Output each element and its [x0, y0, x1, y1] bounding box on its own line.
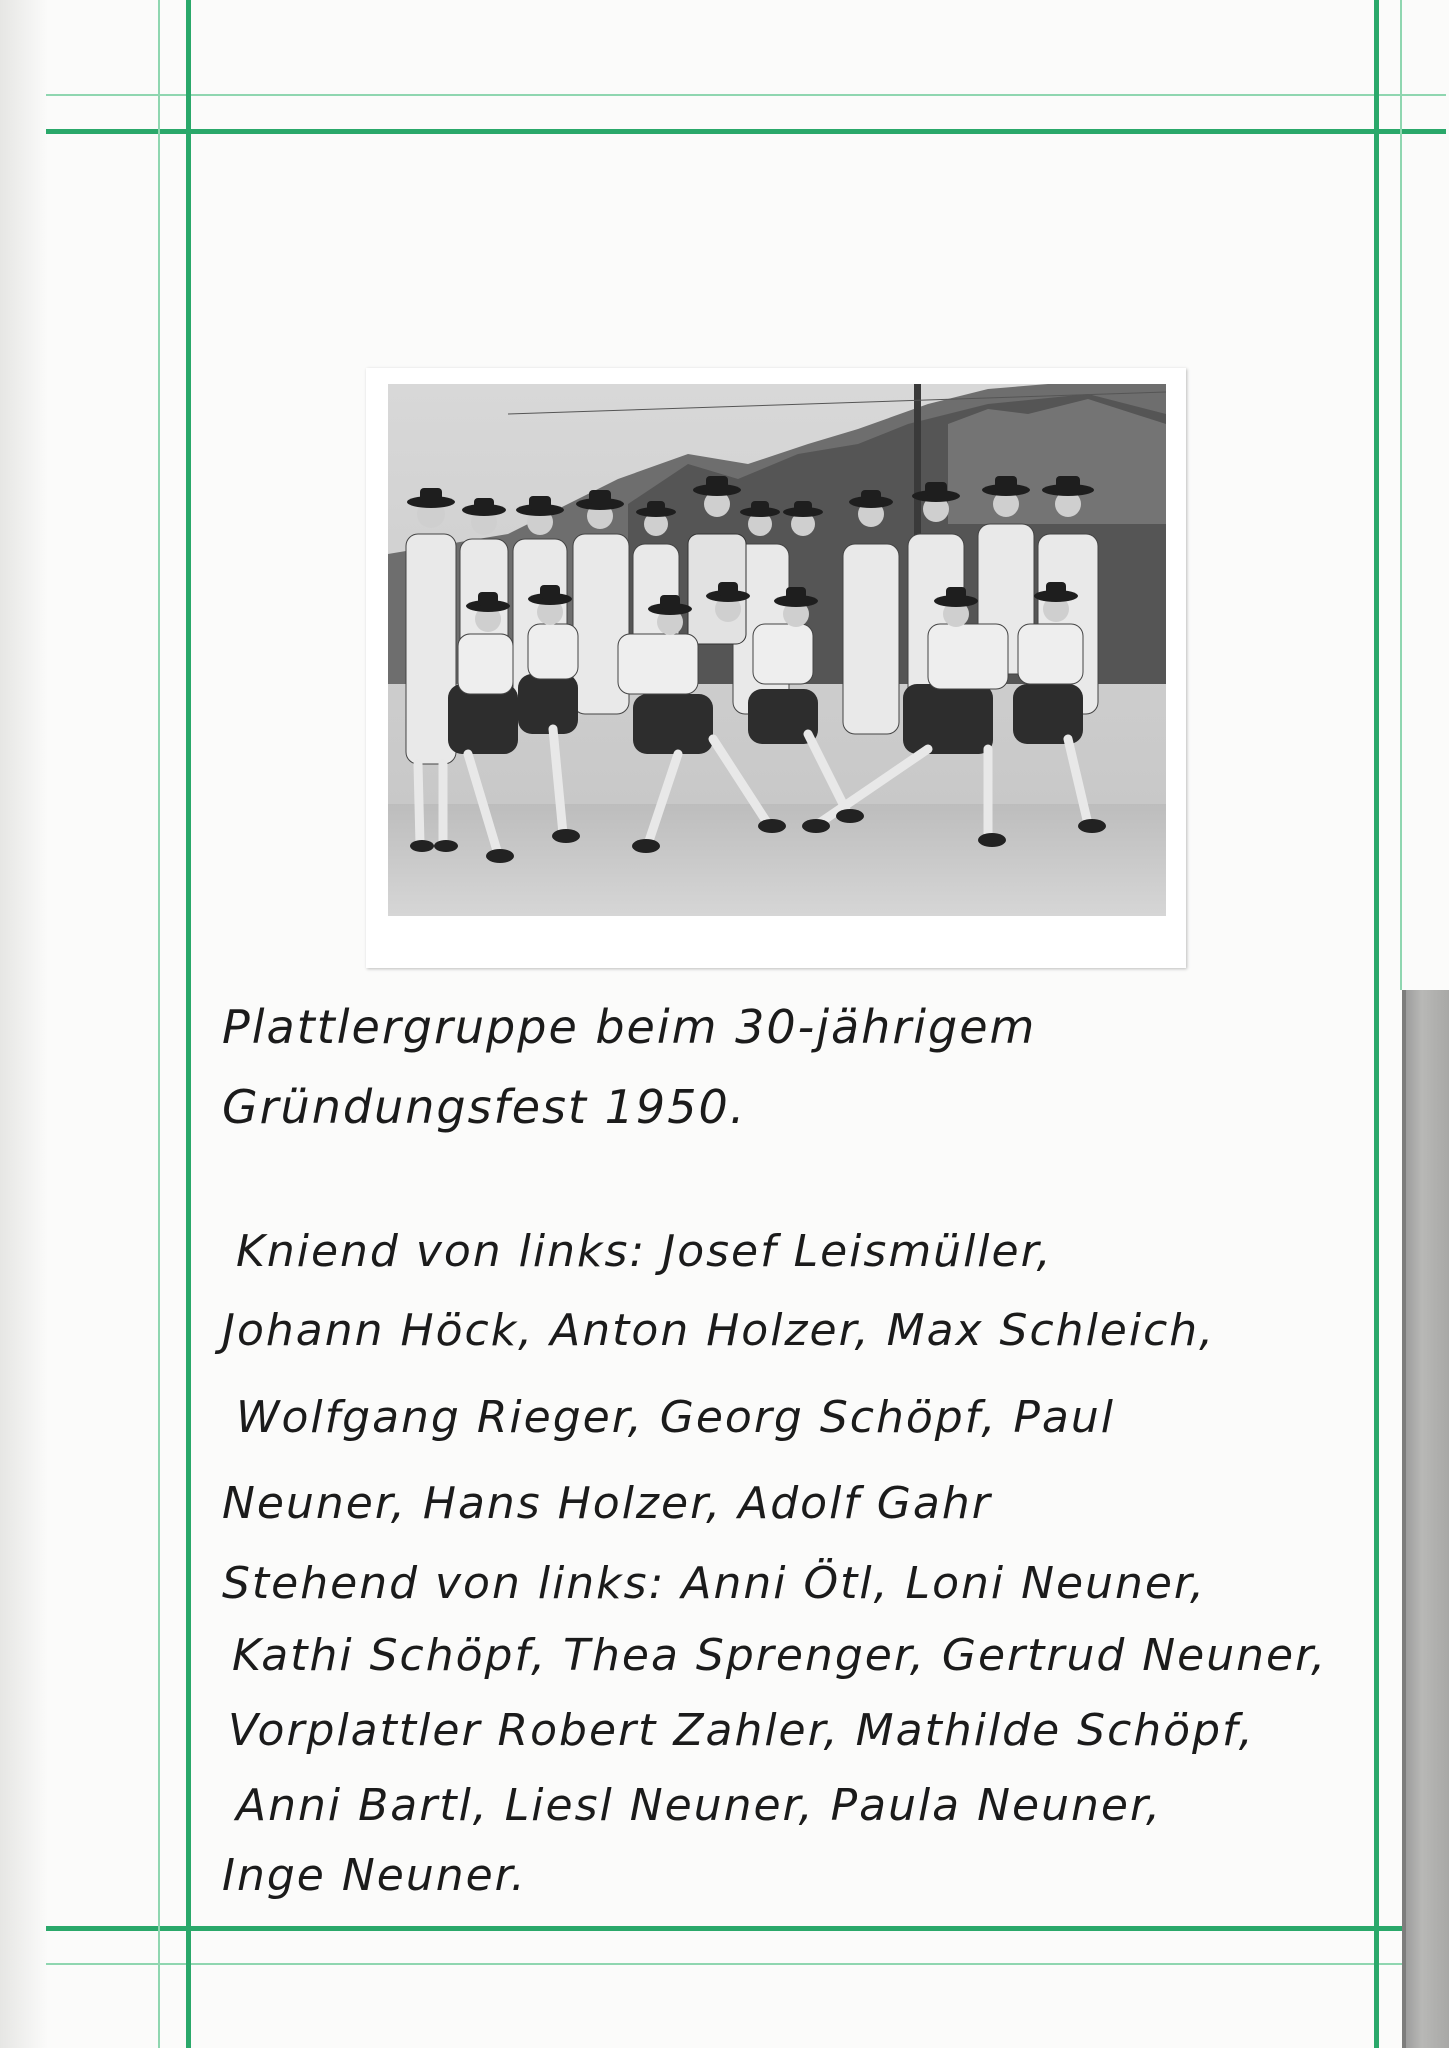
- names-line-2: Johann Höck, Anton Holzer, Max Schleich,: [222, 1305, 1216, 1356]
- frame-line-left-thin: [158, 0, 160, 2048]
- caption-line-2: Gründungsfest 1950.: [222, 1080, 747, 1134]
- frame-line-top-thin: [46, 94, 1446, 96]
- names-line-9: Inge Neuner.: [222, 1850, 527, 1901]
- photo-illustration: [388, 384, 1166, 916]
- frame-line-top: [46, 129, 1446, 134]
- photo-mount: [366, 368, 1186, 968]
- names-line-7: Vorplattler Robert Zahler, Mathilde Schöpf,: [228, 1705, 1255, 1756]
- frame-line-bottom-thin: [46, 1963, 1406, 1965]
- names-line-6: Kathi Schöpf, Thea Sprenger, Gertrud Neuner,: [232, 1630, 1328, 1681]
- names-line-5: Stehend von links: Anni Ötl, Loni Neuner,: [222, 1558, 1206, 1609]
- names-line-3: Wolfgang Rieger, Georg Schöpf, Paul: [236, 1392, 1115, 1443]
- caption-line-1: Plattlergruppe beim 30-jährigem: [222, 1000, 1037, 1054]
- frame-line-right-thin: [1400, 0, 1402, 990]
- frame-line-bottom: [46, 1926, 1406, 1931]
- frame-line-left: [186, 0, 191, 2048]
- names-line-4: Neuner, Hans Holzer, Adolf Gahr: [222, 1478, 992, 1529]
- names-line-8: Anni Bartl, Liesl Neuner, Paula Neuner,: [236, 1780, 1162, 1831]
- page-edge-shadow: [0, 0, 48, 2048]
- paper-tab: [1404, 990, 1449, 2048]
- group-photograph: [388, 384, 1166, 916]
- names-line-1: Kniend von links: Josef Leismüller,: [236, 1226, 1053, 1277]
- frame-line-right: [1374, 0, 1379, 2048]
- paper-tab-edge: [1402, 990, 1406, 2048]
